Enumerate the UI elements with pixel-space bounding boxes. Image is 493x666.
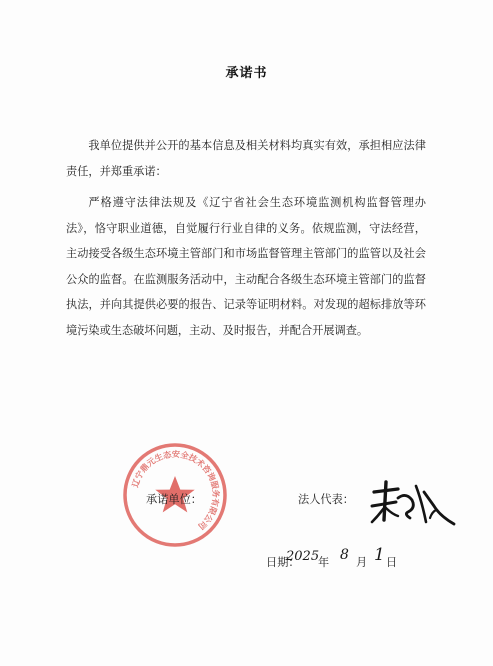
date-day-char: 日 — [386, 556, 398, 569]
document-title: 承诺书 — [225, 66, 268, 81]
date-label: 日期： — [266, 556, 300, 569]
date-month-char: 月 — [356, 556, 368, 569]
paragraph-commitment-intro: 我单位提供并公开的基本信息及相关材料均真实有效，承担相应法律责任，并郑重承诺： — [66, 139, 426, 178]
date-day-handwritten: 1 — [374, 545, 385, 565]
date-year-char: 年 — [318, 556, 330, 569]
handwritten-signature-icon — [368, 478, 458, 528]
legal-representative-label: 法人代表： — [298, 493, 354, 506]
paragraph-commitment-body: 严格遵守法律法规及《辽宁省社会生态环境监测机构监督管理办法》，恪守职业道德，自觉履行行业自律的义务。依规监测，守法经营，主动接受各级生态环境主管部门和市场监督管理主管部门的监管以及社会公众的监督。在监测服务活动中，主动配合各级生态环境主管部门的监督执法，并向其提供必要的报告、记录等证明材料。对发现的超标排放等环境污染或生态破坏问题，主动、及时报告，并配合开展调查。 — [66, 196, 426, 337]
date-row — [266, 545, 426, 576]
date-year-handwritten: 2025 — [286, 549, 320, 564]
committing-unit-label: 承诺单位： — [146, 493, 202, 506]
seal-text: 辽宁鼎元生态安全技术咨询服务有限公司 — [129, 448, 222, 532]
date-month-handwritten: 8 — [340, 547, 349, 563]
